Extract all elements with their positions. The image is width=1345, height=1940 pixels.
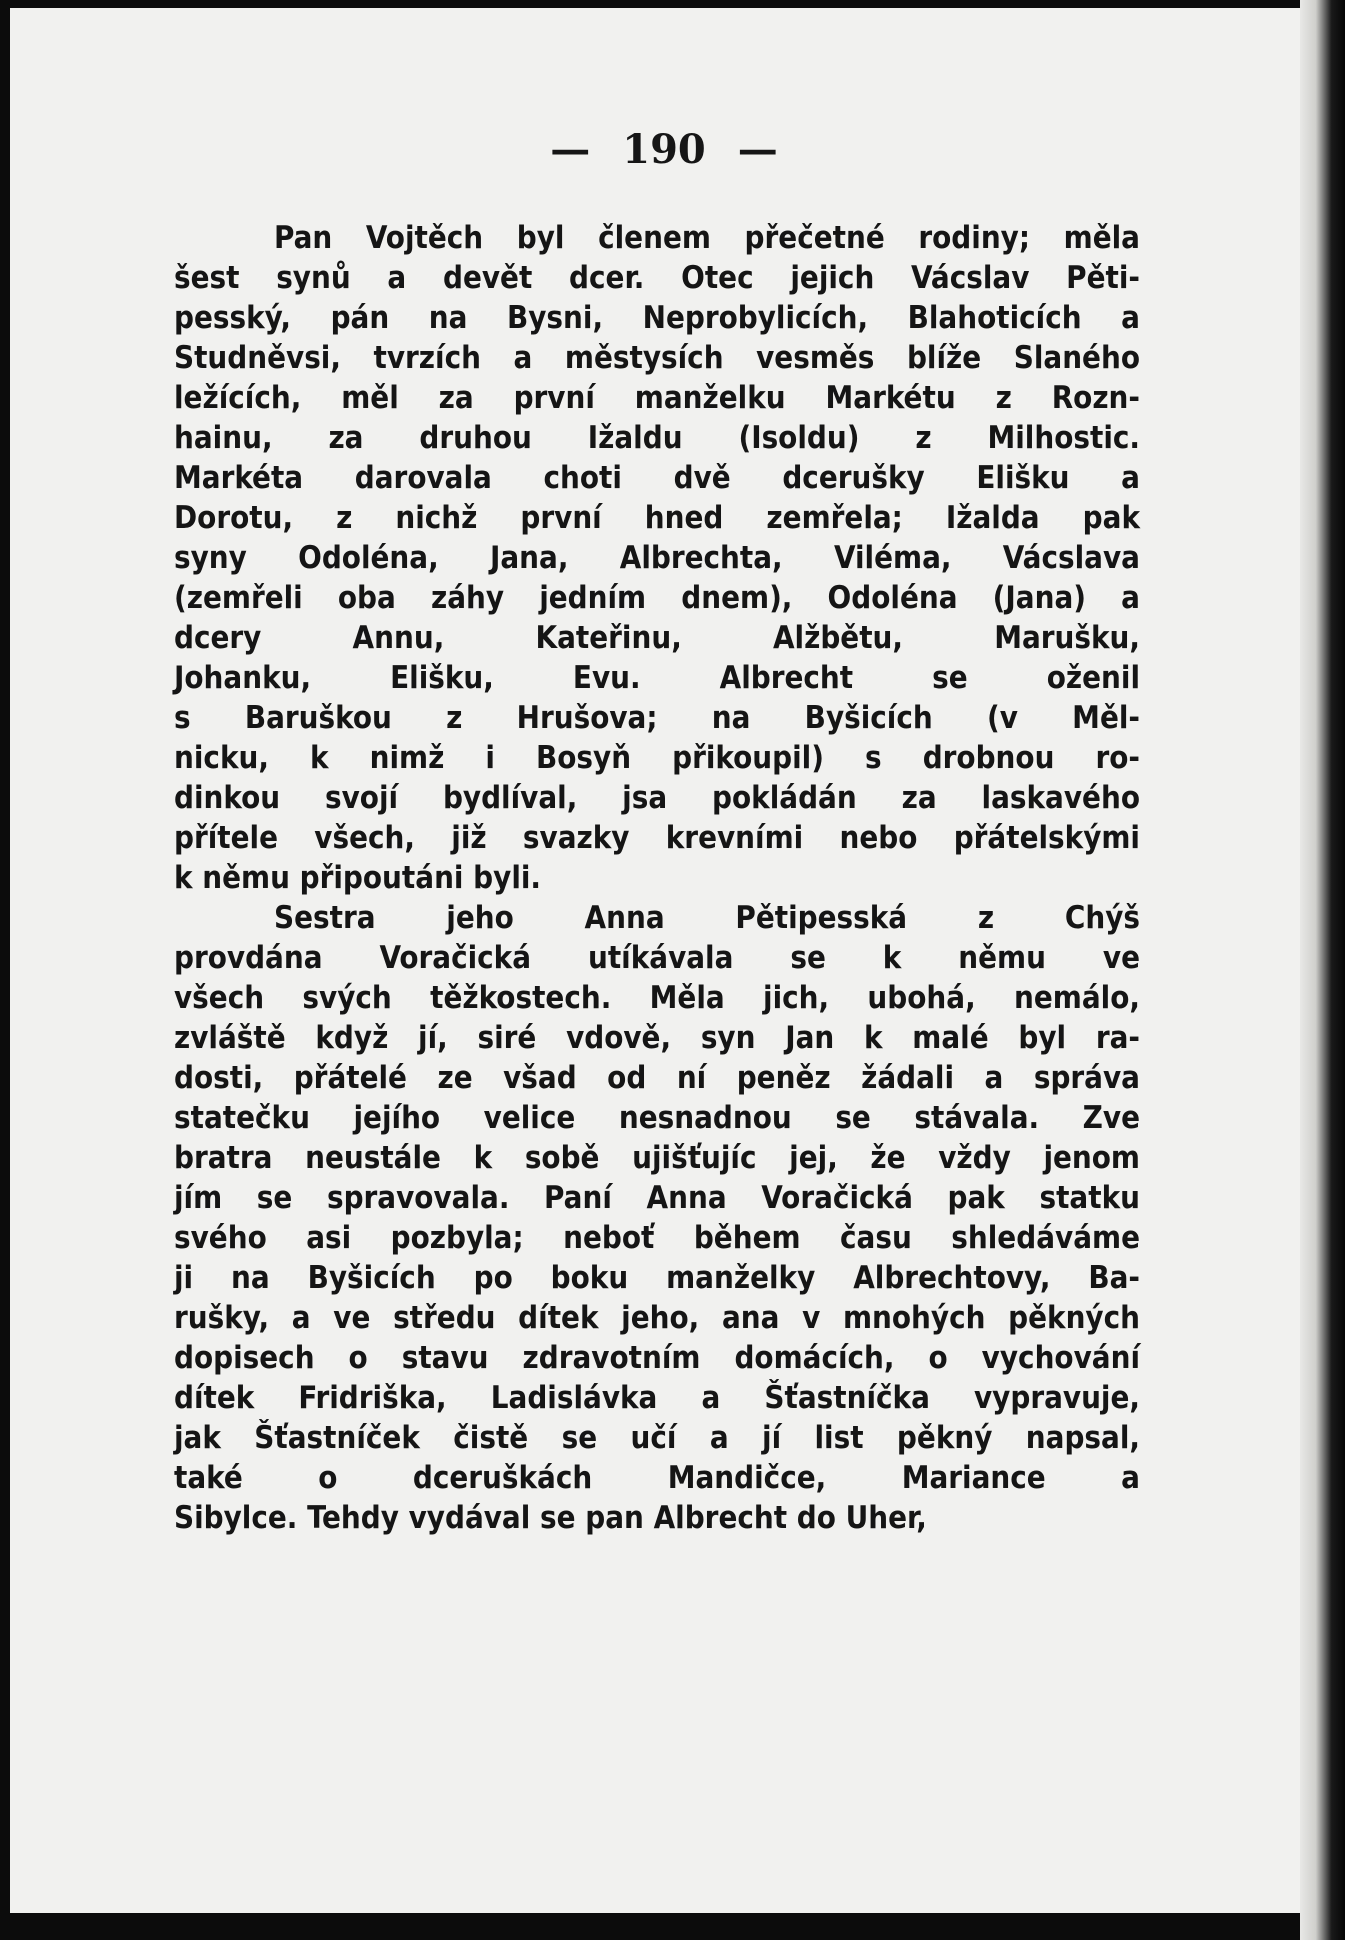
text-line: rušky, a ve středu dítek jeho, ana v mnohých pěkných bbox=[174, 1300, 1140, 1336]
text-line: nicku, k nimž i Bosyň přikoupil) s drobnou ro- bbox=[174, 740, 1140, 776]
text-line: dcery Annu, Kateřinu, Alžbětu, Marušku, bbox=[174, 620, 1140, 656]
text-line: šest synů a devět dcer. Otec jejich Vácslav Pěti- bbox=[174, 260, 1140, 296]
text-line: hainu, za druhou Ižaldu (Isoldu) z Milhostic. bbox=[174, 420, 1140, 456]
text-line: Sestra jeho Anna Pětipesská z Chýš bbox=[274, 900, 1140, 936]
book-page bbox=[10, 8, 1318, 1913]
text-line: provdána Voračická utíkávala se k němu ve bbox=[174, 940, 1140, 976]
text-line: všech svých těžkostech. Měla jich, ubohá, nemálo, bbox=[174, 980, 1140, 1016]
text-line: dinkou svojí bydlíval, jsa pokládán za laskavého bbox=[174, 780, 1140, 816]
text-line: Markéta darovala choti dvě dcerušky Elišku a bbox=[174, 460, 1140, 496]
text-line: statečku jejího velice nesnadnou se stávala. Zve bbox=[174, 1100, 1140, 1136]
page-edge-shadow bbox=[1300, 0, 1345, 1940]
text-line: přítele všech, již svazky krevními nebo přátelskými bbox=[174, 820, 1140, 856]
text-line: Pan Vojtěch byl členem přečetné rodiny; měla bbox=[274, 220, 1140, 256]
page-number-dash-right: — bbox=[737, 126, 778, 173]
page-number-value: 190 bbox=[622, 126, 706, 173]
text-line: jím se spravovala. Paní Anna Voračická pak statku bbox=[174, 1180, 1140, 1216]
text-line: k němu připoutáni byli. bbox=[174, 860, 542, 896]
text-line: Studněvsi, tvrzích a městysích vesměs blíže Slaného bbox=[174, 340, 1140, 376]
page-number bbox=[10, 126, 1318, 173]
text-line: s Baruškou z Hrušova; na Byšicích (v Měl- bbox=[174, 700, 1140, 736]
text-line: jak Šťastníček čistě se učí a jí list pěkný napsal, bbox=[174, 1420, 1140, 1456]
text-line: Dorotu, z nichž první hned zemřela; Ižalda pak bbox=[174, 500, 1140, 536]
text-line: ležících, měl za první manželku Markétu z Rozn- bbox=[174, 380, 1140, 416]
text-line: (zemřeli oba záhy jedním dnem), Odoléna (Jana) a bbox=[174, 580, 1140, 616]
text-line: pesský, pán na Bysni, Neprobylicích, Blahoticích a bbox=[174, 300, 1140, 336]
page-number-dash-left: — bbox=[550, 126, 591, 173]
text-line: zvláště když jí, siré vdově, syn Jan k malé byl ra- bbox=[174, 1020, 1140, 1056]
text-line: ji na Byšicích po boku manželky Albrechtovy, Ba- bbox=[174, 1260, 1140, 1296]
text-line: dopisech o stavu zdravotním domácích, o vychování bbox=[174, 1340, 1140, 1376]
text-line: dosti, přátelé ze všad od ní peněz žádali a správa bbox=[174, 1060, 1140, 1096]
text-line: svého asi pozbyla; neboť během času shledáváme bbox=[174, 1220, 1140, 1256]
body-text bbox=[174, 218, 1140, 1538]
text-line: syny Odoléna, Jana, Albrechta, Viléma, Vácslava bbox=[174, 540, 1140, 576]
text-line: Johanku, Elišku, Evu. Albrecht se oženil bbox=[174, 660, 1140, 696]
text-line: Sibylce. Tehdy vydával se pan Albrecht do Uher, bbox=[174, 1500, 927, 1536]
text-line: také o dceruškách Mandičce, Mariance a bbox=[174, 1460, 1140, 1496]
text-line: dítek Fridriška, Ladislávka a Šťastníčka vypravuje, bbox=[174, 1380, 1140, 1416]
text-line: bratra neustále k sobě ujišťujíc jej, že vždy jenom bbox=[174, 1140, 1140, 1176]
